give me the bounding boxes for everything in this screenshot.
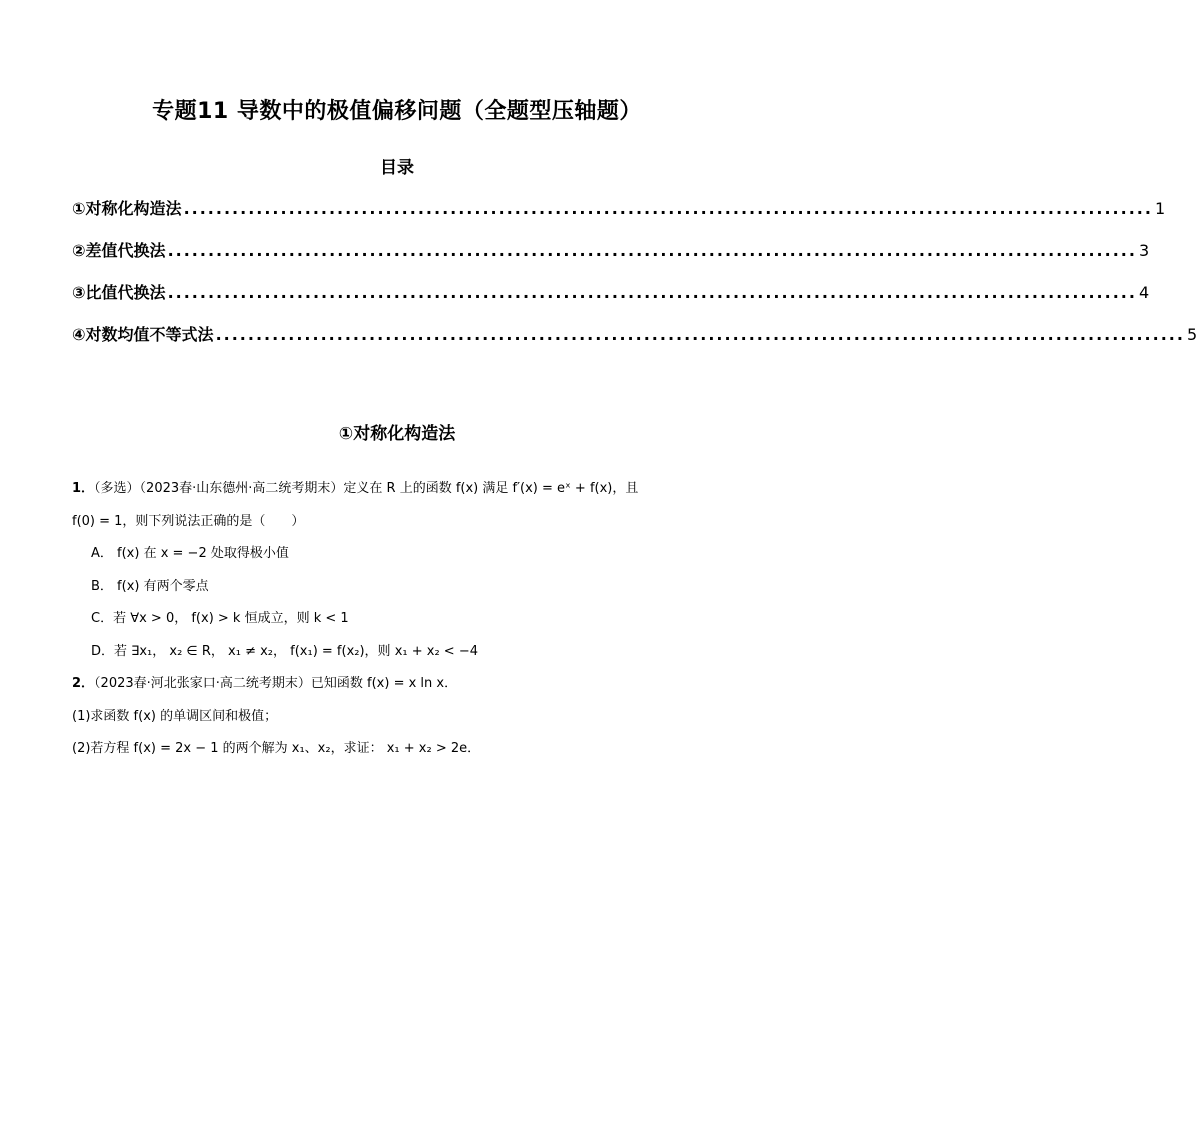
toc-entry[interactable] xyxy=(72,322,1197,364)
toc-entry[interactable] xyxy=(72,280,1150,322)
table-of-contents xyxy=(72,196,1197,364)
toc-entry[interactable] xyxy=(72,196,1166,238)
section-heading: ①对称化构造法 xyxy=(338,424,456,444)
question-number: 2． xyxy=(72,676,95,691)
question-1-option-c: C．若 ∀x > 0， f(x) > k 恒成立，则 k < 1 xyxy=(91,611,349,626)
question-2-text: （2023春·河北张家口·高二统考期末）已知函数 f(x) = x ln x． xyxy=(94,676,458,691)
toc-leader-dots: ........................................................................................................................ xyxy=(215,325,1185,344)
toc-leader-dots: ........................................................................................................................ xyxy=(183,199,1153,218)
question-2-part-1: (1)求函数 f(x) 的单调区间和极值； xyxy=(72,708,278,724)
toc-heading: 目录 xyxy=(380,158,414,178)
document-title: 专题11 导数中的极值偏移问题（全题型压轴题） xyxy=(152,99,642,124)
toc-entry-label: ④对数均值不等式法 xyxy=(72,325,214,344)
toc-entry-page: 4 xyxy=(1138,283,1150,302)
question-number: 1． xyxy=(72,481,95,496)
toc-entry-page: 5 xyxy=(1186,325,1197,344)
question-1-option-a: A． f(x) 在 x = −2 处取得极小值 xyxy=(91,546,289,561)
question-1-option-b: B． f(x) 有两个零点 xyxy=(91,578,209,594)
toc-leader-dots: ........................................................................................................................ xyxy=(167,283,1137,302)
question-2-stem xyxy=(72,671,722,704)
toc-entry-page: 1 xyxy=(1154,199,1166,218)
toc-entry[interactable] xyxy=(72,238,1150,280)
question-1-option-d: D．若 ∃x₁， x₂ ∈ R， x₁ ≠ x₂， f(x₁) = f(x₂)，则 x₁ + x₂ < −4 xyxy=(91,643,478,659)
toc-entry-page: 3 xyxy=(1138,241,1150,260)
toc-entry-label: ③比值代换法 xyxy=(72,283,166,302)
question-1-text-line1: （多选）（2023春·山东德州·高二统考期末）定义在 R 上的函数 f(x) 满足 f′(x) = eˣ + f(x)，且 xyxy=(94,481,639,496)
question-1-text-line2: f(0) = 1，则下列说法正确的是（ ） xyxy=(72,513,305,529)
question-list xyxy=(72,476,722,769)
toc-entry-label: ①对称化构造法 xyxy=(72,199,182,218)
question-1-stem xyxy=(72,476,722,509)
question-2-part-2: (2)若方程 f(x) = 2x − 1 的两个解为 x₁、x₂，求证： x₁ + x₂ > 2e． xyxy=(72,741,481,756)
toc-entry-label: ②差值代换法 xyxy=(72,241,166,260)
toc-leader-dots: ........................................................................................................................ xyxy=(167,241,1137,260)
